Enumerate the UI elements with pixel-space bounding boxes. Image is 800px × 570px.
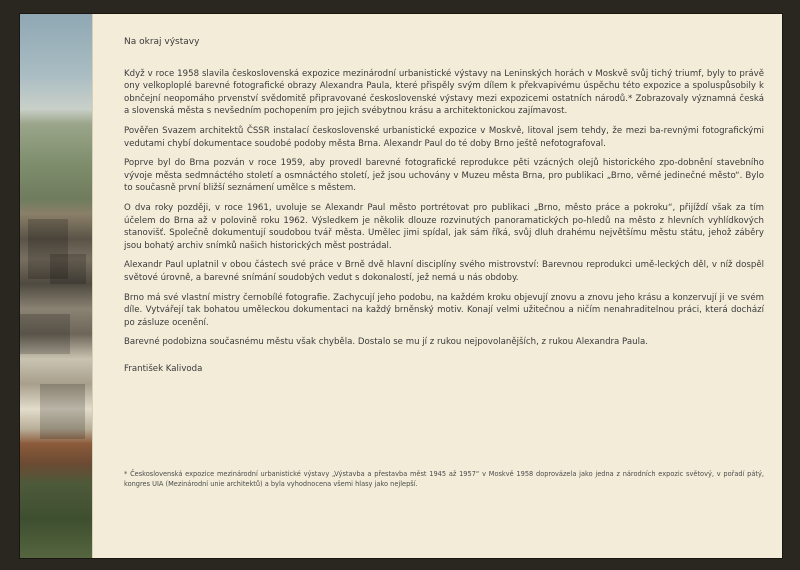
paragraph: O dva roky později, v roce 1961, uvoluje se Alexandr Paul město portrétovat pro publikaci „Brno, město práce a pokroku“, přijíždí však za tím účelem do Brna až v polovině roku 1962. Výsledkem je několik dlouze rozvinutých panoramatických po-hledů na město z hlevních vyhlídkových stanovišť. Společně dokumentují soudobou tvář města. Umělec jimi spídal, jak sám říká, svůj dluh drahému největšímu městu státu, jehož záběry jsou bohatý archiv snímků našich historických měst postrádal.	[124, 202, 764, 251]
paragraph: Když v roce 1958 slavila československá expozice mezinárodní urbanistické výstavy na Leninských horách v Moskvě svůj tichý triumf, byly to právě ony velkoploplé barevné fotografické obrazy Alexandra Paula, které přispěly svým dílem k překvapivému úspěchu této expozice a spoluspůsobily k obnčejní neopomáho prvenství svědomitě připravované československé výstavy mezi expozicemi ostatních národů.* Zobrazovaly významná česká a slovenská města s nevšedním pochopením pro jejich svébytnou krásu a architektonickou zajímavost.	[124, 68, 764, 117]
article-heading: Na okraj výstavy	[124, 37, 200, 47]
article-body	[124, 36, 764, 384]
paragraph: Brno má své vlastní mistry černobílé fotografie. Zachycují jeho podobu, na každém kroku objevují znovu a znovu jeho krásu a konzervují ji ve svém díle. Vytvářejí tak bohatou uměleckou dokumentaci na každý brněnský motiv. Konají velmi užitečnou a ničím nenahraditelnou práci, která dochází po zásluze ocenění.	[124, 292, 764, 328]
paragraph: Alexandr Paul uplatnil v obou částech své práce v Brně dvě hlavní disciplíny svého mistrovství: Barevnou reprodukci umě-leckých děl, v níž dospěl světové úrovně, a barevné snímání soudobých vedut s dokonalostí, jež nemá u nás obdoby.	[124, 260, 764, 283]
paragraph: Barevné podobizna současnému městu však chyběla. Dostalo se mu jí z rukou nejpovolanějších, z rukou Alexandra Paula.	[124, 337, 648, 348]
footnote: * Československá expozice mezinárodní urbanistické výstavy „Výstavba a přestavba měst 1945 až 1957“ v Moskvě 1958 doprovázela jako jedna z národních expozic světový, v pořadí pátý, kongres UIA (Mezinárodní unie architektů) a byla vyhodnocena všemi hlasy jako nejlepší.	[124, 470, 764, 488]
author-signature: František Kalivoda	[124, 363, 203, 374]
page-sheet	[20, 14, 782, 558]
city-photo-strip	[20, 14, 93, 558]
paragraph: Pověřen Svazem architektů ČSSR instalací československé urbanistické expozice v Moskvě, litoval jsem tehdy, že mezi ba-revnými fotografickými vedutami chybí dokumentace soudobé podoby města Brna. Alexandr Paul do té doby Brno ještě nefotografoval.	[124, 125, 764, 149]
paragraph: Poprve byl do Brna pozván v roce 1959, aby provedl barevné fotografické reprodukce pěti vzácných olejů historického zpo-dobnění stavebního vývoje města sedmnáctého století a osmnáctého století, jež jsou uchovány v Muzeu města Brna, pro publikaci „Brno, věrné jedinečné město“. Bylo to současně první bližší seznámení umělce s městem.	[124, 158, 764, 194]
